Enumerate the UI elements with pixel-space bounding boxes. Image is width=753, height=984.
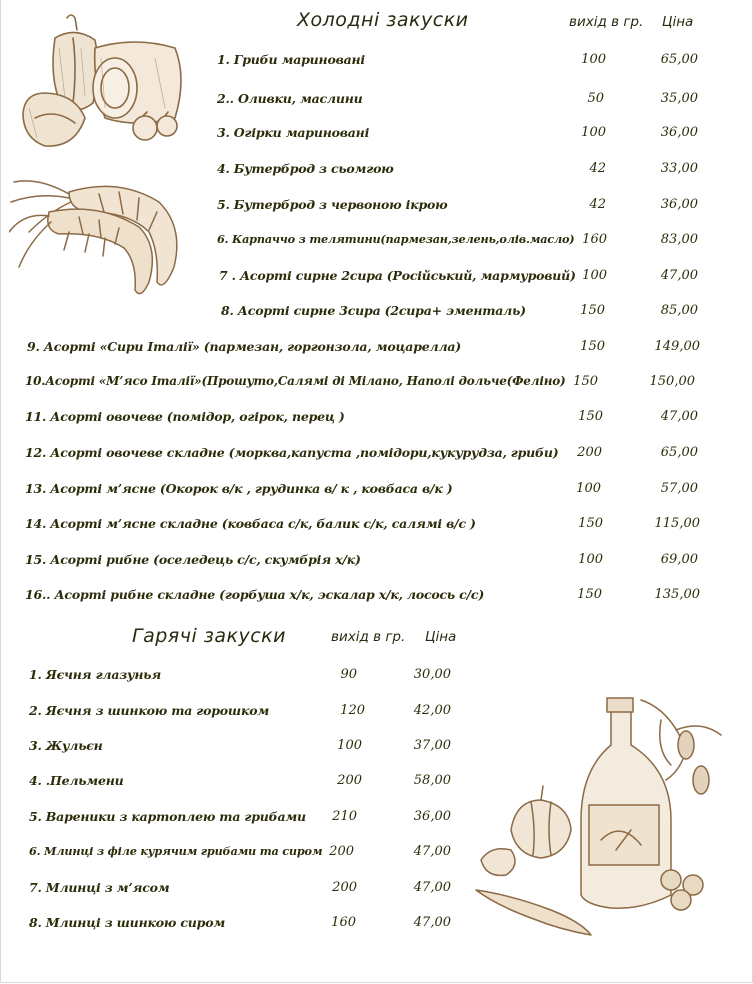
item-name: 6. Млинці з філе курячим грибами та сиром (29, 844, 323, 858)
hot-price-header: Ціна (425, 629, 457, 645)
item-weight: 200 (337, 773, 362, 788)
item-name: 8. Млинці з шинкою сиром (29, 915, 226, 930)
item-name: 1. Яєчня глазунья (29, 667, 162, 682)
item-name: 3. Огірки мариновані (217, 125, 370, 140)
item-price: 47,00 (413, 880, 451, 895)
cold-price-header: Ціна (662, 14, 694, 30)
item-weight: 150 (578, 409, 603, 424)
item-name: 11. Асорті овочеве (помідор, огірок, перец ) (25, 409, 345, 424)
item-price: 149,00 (654, 339, 700, 354)
item-name: 1. Гриби мариновані (217, 52, 365, 67)
item-name: 15. Асорті рибне (оселедець с/с, скумбрія х/к) (25, 552, 361, 567)
item-name: 16.. Асорті рибне складне (горбуша х/к, эскалар х/к, лосось с/с) (25, 587, 485, 602)
item-price: 36,00 (660, 125, 698, 140)
item-price: 36,00 (660, 197, 698, 212)
item-price: 58,00 (413, 773, 451, 788)
hot-weight-header: вихід в гр. (331, 629, 406, 645)
item-name: 14. Асорті м’ясне складне (ковбаса с/к, балик с/к, салямі в/с ) (25, 516, 476, 531)
item-price: 30,00 (413, 667, 451, 682)
item-name: 8. Асорті сирне 3сира (2сира+ эменталь) (221, 303, 526, 318)
hot-section-title: Гарячі закуски (132, 625, 286, 647)
vegetables-sketch-icon (15, 8, 195, 163)
item-weight: 100 (337, 738, 362, 753)
item-price: 47,00 (660, 268, 698, 283)
item-name: 10.Асорті «М’ясо Італії»(Прошуто,Салямі ді Мілано, Наполі дольче(Феліно) (25, 374, 566, 388)
item-weight: 42 (589, 197, 606, 212)
item-name: 7 . Асорті сирне 2сира (Російський, мармуровий) (219, 268, 576, 283)
item-name: 2. Яєчня з шинкою та горошком (29, 703, 270, 718)
item-price: 47,00 (413, 844, 451, 859)
item-name: 3. Жульєн (29, 738, 103, 753)
item-name: 2.. Оливки, маслини (217, 91, 363, 106)
item-weight: 120 (340, 703, 365, 718)
item-weight: 90 (340, 667, 357, 682)
oil-bottle-sketch-icon (471, 690, 726, 940)
item-weight: 200 (577, 445, 602, 460)
item-price: 69,00 (660, 552, 698, 567)
item-weight: 150 (578, 516, 603, 531)
item-weight: 50 (587, 91, 604, 106)
item-weight: 100 (578, 552, 603, 567)
item-weight: 210 (332, 809, 357, 824)
item-weight: 200 (329, 844, 354, 859)
item-price: 35,00 (660, 91, 698, 106)
item-price: 57,00 (660, 481, 698, 496)
item-name: 4. Бутерброд з сьомгою (217, 161, 394, 176)
item-name: 6. Карпаччо з телятини(пармезан,зелень,олів.масло) (217, 232, 575, 246)
item-price: 135,00 (654, 587, 700, 602)
item-weight: 200 (332, 880, 357, 895)
item-price: 33,00 (660, 161, 698, 176)
item-name: 5. Бутерброд з червоною ікрою (217, 197, 448, 212)
item-price: 85,00 (660, 303, 698, 318)
item-price: 47,00 (660, 409, 698, 424)
item-weight: 160 (582, 232, 607, 247)
item-price: 47,00 (413, 915, 451, 930)
cold-section-title: Холодні закуски (297, 9, 469, 31)
item-price: 115,00 (654, 516, 700, 531)
item-name: 7. Млинці з м’ясом (29, 880, 170, 895)
item-name: 9. Асорті «Сири Італії» (пармезан, горгонзола, моцарелла) (27, 339, 462, 354)
item-price: 42,00 (413, 703, 451, 718)
item-price: 36,00 (413, 809, 451, 824)
item-weight: 150 (580, 303, 605, 318)
shrimp-sketch-icon (9, 172, 199, 302)
item-weight: 100 (576, 481, 601, 496)
item-weight: 100 (582, 268, 607, 283)
item-name: 4. .Пельмени (29, 773, 124, 788)
item-price: 37,00 (413, 738, 451, 753)
item-price: 65,00 (660, 52, 698, 67)
item-weight: 150 (577, 587, 602, 602)
item-name: 5. Вареники з картоплею та грибами (29, 809, 306, 824)
item-name: 12. Асорті овочеве складне (морква,капуста ,помідори,кукурудза, гриби) (25, 445, 559, 460)
item-weight: 160 (331, 915, 356, 930)
item-weight: 42 (589, 161, 606, 176)
item-price: 65,00 (660, 445, 698, 460)
item-price: 83,00 (660, 232, 698, 247)
item-weight: 150 (580, 339, 605, 354)
item-weight: 100 (581, 125, 606, 140)
cold-weight-header: вихід в гр. (569, 14, 644, 30)
item-weight: 100 (581, 52, 606, 67)
item-name: 13. Асорті м’ясне (Окорок в/к , грудинка в/ к , ковбаса в/к ) (25, 481, 453, 496)
item-weight: 150 (573, 374, 598, 389)
item-price: 150,00 (649, 374, 695, 389)
